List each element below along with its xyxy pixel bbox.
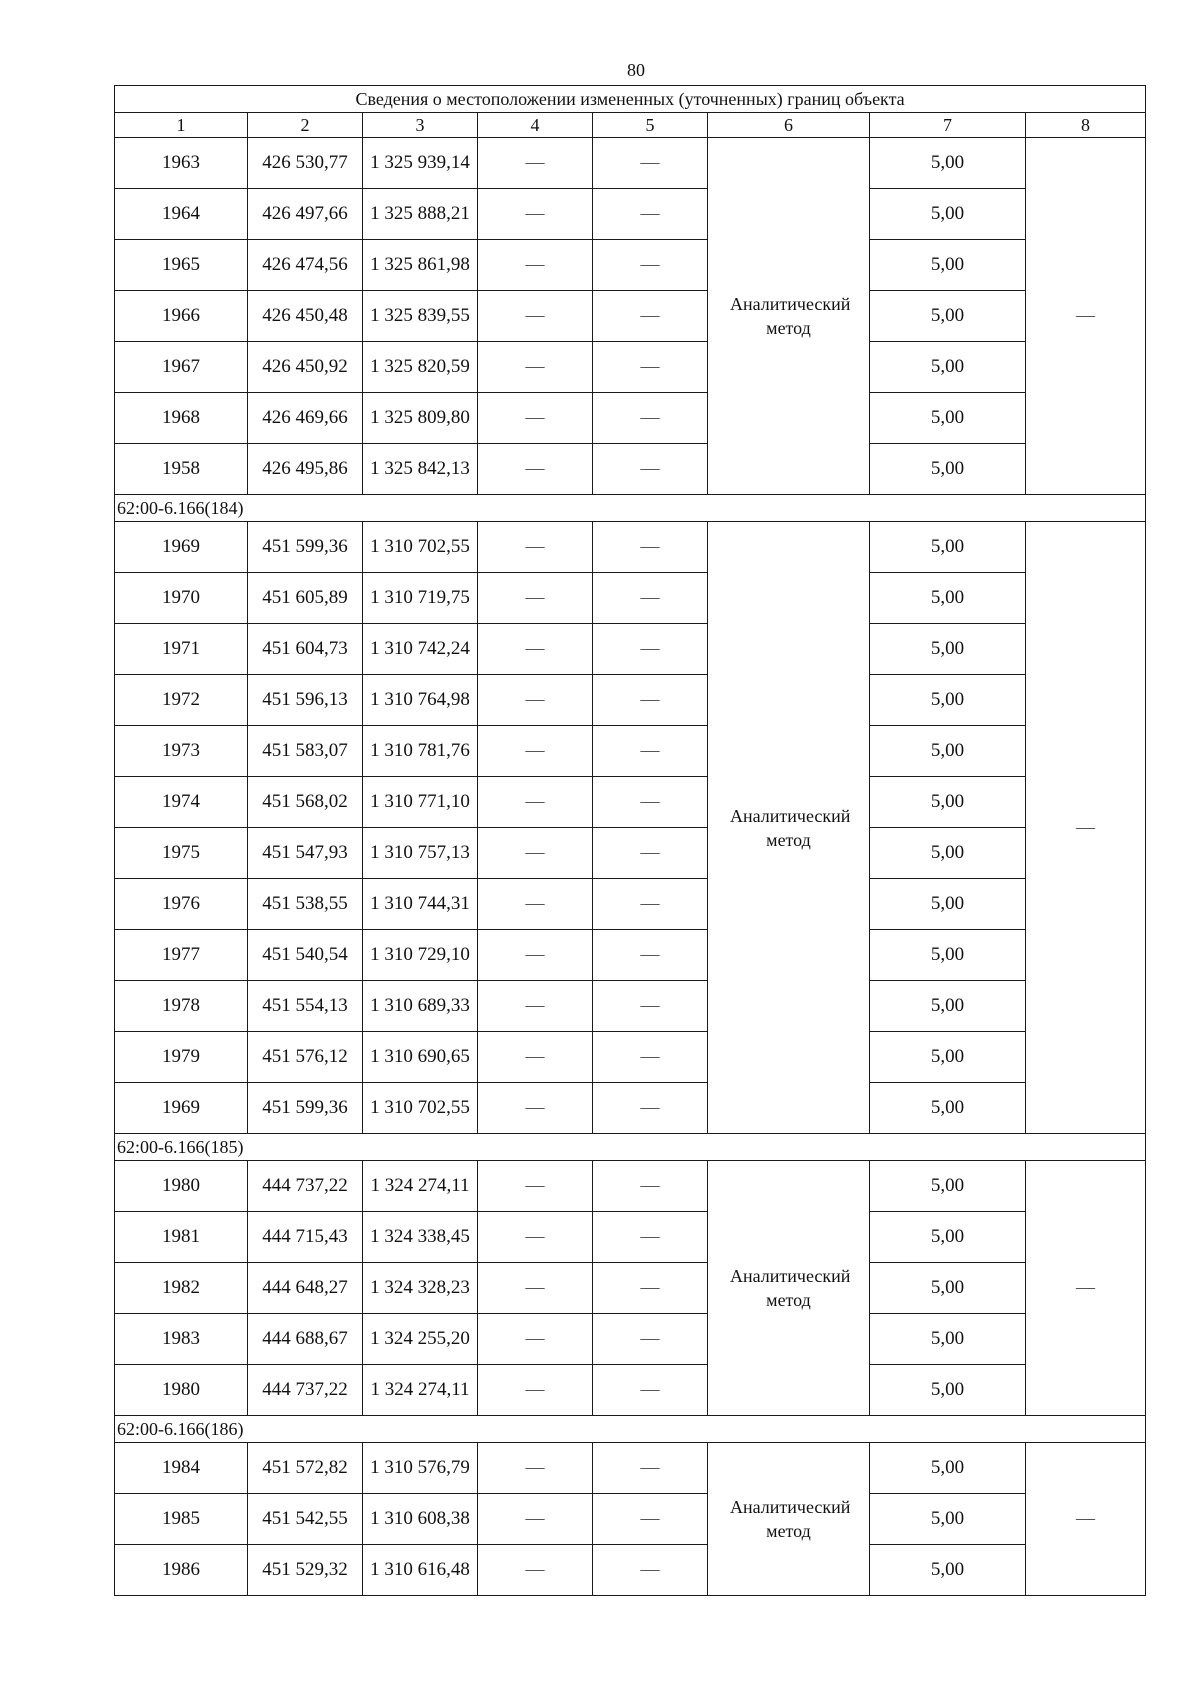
table-row xyxy=(115,393,1146,444)
table-row xyxy=(115,1212,1146,1263)
x-coordinate-cell: 451 605,89 xyxy=(248,573,363,624)
column-4-cell: — xyxy=(478,291,593,342)
column-5-cell: — xyxy=(593,1032,708,1083)
column-8-cell: — xyxy=(1026,138,1146,495)
x-coordinate-cell: 451 547,93 xyxy=(248,828,363,879)
column-5-cell: — xyxy=(593,675,708,726)
point-number-cell: 1982 xyxy=(115,1263,248,1314)
column-number-6: 6 xyxy=(708,113,870,138)
method-cell: Аналитический метод xyxy=(708,1443,870,1596)
column-5-cell: — xyxy=(593,522,708,573)
column-4-cell: — xyxy=(478,189,593,240)
accuracy-cell: 5,00 xyxy=(870,624,1026,675)
column-4-cell: — xyxy=(478,444,593,495)
y-coordinate-cell: 1 310 771,10 xyxy=(363,777,478,828)
y-coordinate-cell: 1 324 338,45 xyxy=(363,1212,478,1263)
x-coordinate-cell: 426 450,92 xyxy=(248,342,363,393)
table-row xyxy=(115,930,1146,981)
point-number-cell: 1985 xyxy=(115,1494,248,1545)
x-coordinate-cell: 426 450,48 xyxy=(248,291,363,342)
accuracy-cell: 5,00 xyxy=(870,189,1026,240)
column-4-cell: — xyxy=(478,573,593,624)
x-coordinate-cell: 451 596,13 xyxy=(248,675,363,726)
column-5-cell: — xyxy=(593,777,708,828)
accuracy-cell: 5,00 xyxy=(870,1494,1026,1545)
accuracy-cell: 5,00 xyxy=(870,1032,1026,1083)
point-number-cell: 1967 xyxy=(115,342,248,393)
point-number-cell: 1973 xyxy=(115,726,248,777)
point-number-cell: 1974 xyxy=(115,777,248,828)
column-5-cell: — xyxy=(593,930,708,981)
point-number-cell: 1958 xyxy=(115,444,248,495)
x-coordinate-cell: 444 737,22 xyxy=(248,1161,363,1212)
column-4-cell: — xyxy=(478,1494,593,1545)
x-coordinate-cell: 451 572,82 xyxy=(248,1443,363,1494)
table-row xyxy=(115,189,1146,240)
accuracy-cell: 5,00 xyxy=(870,393,1026,444)
point-number-cell: 1980 xyxy=(115,1161,248,1212)
x-coordinate-cell: 451 542,55 xyxy=(248,1494,363,1545)
table-row xyxy=(115,342,1146,393)
column-8-cell: — xyxy=(1026,1161,1146,1416)
y-coordinate-cell: 1 310 729,10 xyxy=(363,930,478,981)
column-5-cell: — xyxy=(593,240,708,291)
column-5-cell: — xyxy=(593,828,708,879)
accuracy-cell: 5,00 xyxy=(870,291,1026,342)
table-row xyxy=(115,1263,1146,1314)
x-coordinate-cell: 444 648,27 xyxy=(248,1263,363,1314)
point-number-cell: 1986 xyxy=(115,1545,248,1596)
table-row xyxy=(115,675,1146,726)
column-5-cell: — xyxy=(593,624,708,675)
table-row xyxy=(115,1443,1146,1494)
y-coordinate-cell: 1 310 764,98 xyxy=(363,675,478,726)
column-4-cell: — xyxy=(478,624,593,675)
table-row xyxy=(115,1032,1146,1083)
y-coordinate-cell: 1 310 742,24 xyxy=(363,624,478,675)
y-coordinate-cell: 1 324 274,11 xyxy=(363,1365,478,1416)
column-4-cell: — xyxy=(478,879,593,930)
point-number-cell: 1965 xyxy=(115,240,248,291)
table-row xyxy=(115,522,1146,573)
table-row xyxy=(115,981,1146,1032)
y-coordinate-cell: 1 310 757,13 xyxy=(363,828,478,879)
section-row xyxy=(115,1134,1146,1161)
column-5-cell: — xyxy=(593,291,708,342)
method-cell: Аналитический метод xyxy=(708,522,870,1134)
y-coordinate-cell: 1 310 576,79 xyxy=(363,1443,478,1494)
column-5-cell: — xyxy=(593,189,708,240)
x-coordinate-cell: 451 540,54 xyxy=(248,930,363,981)
x-coordinate-cell: 451 568,02 xyxy=(248,777,363,828)
point-number-cell: 1970 xyxy=(115,573,248,624)
column-5-cell: — xyxy=(593,879,708,930)
method-cell: Аналитический метод xyxy=(708,138,870,495)
y-coordinate-cell: 1 310 702,55 xyxy=(363,522,478,573)
column-4-cell: — xyxy=(478,1314,593,1365)
accuracy-cell: 5,00 xyxy=(870,981,1026,1032)
column-4-cell: — xyxy=(478,1083,593,1134)
section-row xyxy=(115,495,1146,522)
column-5-cell: — xyxy=(593,1083,708,1134)
point-number-cell: 1969 xyxy=(115,522,248,573)
column-5-cell: — xyxy=(593,138,708,189)
y-coordinate-cell: 1 325 809,80 xyxy=(363,393,478,444)
column-number-7: 7 xyxy=(870,113,1026,138)
x-coordinate-cell: 426 530,77 xyxy=(248,138,363,189)
x-coordinate-cell: 451 529,32 xyxy=(248,1545,363,1596)
section-label: 62:00-6.166(184) xyxy=(115,495,1146,522)
accuracy-cell: 5,00 xyxy=(870,930,1026,981)
accuracy-cell: 5,00 xyxy=(870,444,1026,495)
point-number-cell: 1966 xyxy=(115,291,248,342)
table-row xyxy=(115,1083,1146,1134)
column-5-cell: — xyxy=(593,1314,708,1365)
column-4-cell: — xyxy=(478,1212,593,1263)
accuracy-cell: 5,00 xyxy=(870,1161,1026,1212)
point-number-cell: 1971 xyxy=(115,624,248,675)
y-coordinate-cell: 1 324 274,11 xyxy=(363,1161,478,1212)
column-5-cell: — xyxy=(593,573,708,624)
column-5-cell: — xyxy=(593,1494,708,1545)
column-5-cell: — xyxy=(593,1161,708,1212)
x-coordinate-cell: 444 737,22 xyxy=(248,1365,363,1416)
accuracy-cell: 5,00 xyxy=(870,342,1026,393)
accuracy-cell: 5,00 xyxy=(870,726,1026,777)
point-number-cell: 1983 xyxy=(115,1314,248,1365)
point-number-cell: 1978 xyxy=(115,981,248,1032)
column-5-cell: — xyxy=(593,981,708,1032)
y-coordinate-cell: 1 325 842,13 xyxy=(363,444,478,495)
column-number-3: 3 xyxy=(363,113,478,138)
table-row xyxy=(115,1161,1146,1212)
y-coordinate-cell: 1 324 328,23 xyxy=(363,1263,478,1314)
column-4-cell: — xyxy=(478,1161,593,1212)
column-4-cell: — xyxy=(478,981,593,1032)
x-coordinate-cell: 451 554,13 xyxy=(248,981,363,1032)
column-5-cell: — xyxy=(593,1365,708,1416)
x-coordinate-cell: 451 583,07 xyxy=(248,726,363,777)
page-number: 80 xyxy=(627,60,645,80)
table-row xyxy=(115,1314,1146,1365)
column-4-cell: — xyxy=(478,240,593,291)
x-coordinate-cell: 451 599,36 xyxy=(248,1083,363,1134)
column-5-cell: — xyxy=(593,1263,708,1314)
point-number-cell: 1969 xyxy=(115,1083,248,1134)
table-row xyxy=(115,1365,1146,1416)
column-4-cell: — xyxy=(478,726,593,777)
y-coordinate-cell: 1 310 608,38 xyxy=(363,1494,478,1545)
accuracy-cell: 5,00 xyxy=(870,240,1026,291)
accuracy-cell: 5,00 xyxy=(870,828,1026,879)
x-coordinate-cell: 451 604,73 xyxy=(248,624,363,675)
y-coordinate-cell: 1 310 616,48 xyxy=(363,1545,478,1596)
column-4-cell: — xyxy=(478,675,593,726)
column-4-cell: — xyxy=(478,930,593,981)
table-row xyxy=(115,444,1146,495)
accuracy-cell: 5,00 xyxy=(870,1545,1026,1596)
accuracy-cell: 5,00 xyxy=(870,138,1026,189)
y-coordinate-cell: 1 310 744,31 xyxy=(363,879,478,930)
point-number-cell: 1977 xyxy=(115,930,248,981)
column-4-cell: — xyxy=(478,1545,593,1596)
column-4-cell: — xyxy=(478,828,593,879)
y-coordinate-cell: 1 325 820,59 xyxy=(363,342,478,393)
column-5-cell: — xyxy=(593,1545,708,1596)
method-cell: Аналитический метод xyxy=(708,1161,870,1416)
x-coordinate-cell: 451 538,55 xyxy=(248,879,363,930)
point-number-cell: 1984 xyxy=(115,1443,248,1494)
section-label: 62:00-6.166(186) xyxy=(115,1416,1146,1443)
column-5-cell: — xyxy=(593,1212,708,1263)
x-coordinate-cell: 444 688,67 xyxy=(248,1314,363,1365)
x-coordinate-cell: 426 495,86 xyxy=(248,444,363,495)
column-4-cell: — xyxy=(478,777,593,828)
table-title: Сведения о местоположении измененных (уточненных) границ объекта xyxy=(115,86,1146,113)
column-5-cell: — xyxy=(593,444,708,495)
column-number-2: 2 xyxy=(248,113,363,138)
coordinates-table xyxy=(114,85,1146,1596)
point-number-cell: 1963 xyxy=(115,138,248,189)
table-row xyxy=(115,1494,1146,1545)
accuracy-cell: 5,00 xyxy=(870,522,1026,573)
x-coordinate-cell: 451 576,12 xyxy=(248,1032,363,1083)
accuracy-cell: 5,00 xyxy=(870,1263,1026,1314)
point-number-cell: 1979 xyxy=(115,1032,248,1083)
column-4-cell: — xyxy=(478,1263,593,1314)
point-number-cell: 1964 xyxy=(115,189,248,240)
point-number-cell: 1975 xyxy=(115,828,248,879)
column-4-cell: — xyxy=(478,393,593,444)
point-number-cell: 1976 xyxy=(115,879,248,930)
y-coordinate-cell: 1 325 861,98 xyxy=(363,240,478,291)
column-4-cell: — xyxy=(478,1032,593,1083)
table-row xyxy=(115,573,1146,624)
column-number-8: 8 xyxy=(1026,113,1146,138)
table-row xyxy=(115,138,1146,189)
y-coordinate-cell: 1 310 781,76 xyxy=(363,726,478,777)
x-coordinate-cell: 451 599,36 xyxy=(248,522,363,573)
table-row xyxy=(115,240,1146,291)
x-coordinate-cell: 426 497,66 xyxy=(248,189,363,240)
column-4-cell: — xyxy=(478,1443,593,1494)
table-row xyxy=(115,291,1146,342)
accuracy-cell: 5,00 xyxy=(870,1443,1026,1494)
x-coordinate-cell: 426 474,56 xyxy=(248,240,363,291)
column-8-cell: — xyxy=(1026,522,1146,1134)
y-coordinate-cell: 1 310 689,33 xyxy=(363,981,478,1032)
table-row xyxy=(115,624,1146,675)
accuracy-cell: 5,00 xyxy=(870,675,1026,726)
section-label: 62:00-6.166(185) xyxy=(115,1134,1146,1161)
accuracy-cell: 5,00 xyxy=(870,879,1026,930)
accuracy-cell: 5,00 xyxy=(870,777,1026,828)
y-coordinate-cell: 1 310 690,65 xyxy=(363,1032,478,1083)
y-coordinate-cell: 1 310 719,75 xyxy=(363,573,478,624)
point-number-cell: 1968 xyxy=(115,393,248,444)
column-5-cell: — xyxy=(593,342,708,393)
accuracy-cell: 5,00 xyxy=(870,1083,1026,1134)
table-row xyxy=(115,1545,1146,1596)
column-4-cell: — xyxy=(478,342,593,393)
column-5-cell: — xyxy=(593,726,708,777)
y-coordinate-cell: 1 325 839,55 xyxy=(363,291,478,342)
accuracy-cell: 5,00 xyxy=(870,573,1026,624)
table-row xyxy=(115,726,1146,777)
x-coordinate-cell: 444 715,43 xyxy=(248,1212,363,1263)
column-number-4: 4 xyxy=(478,113,593,138)
point-number-cell: 1972 xyxy=(115,675,248,726)
column-4-cell: — xyxy=(478,522,593,573)
y-coordinate-cell: 1 325 888,21 xyxy=(363,189,478,240)
column-8-cell: — xyxy=(1026,1443,1146,1596)
column-5-cell: — xyxy=(593,393,708,444)
column-number-row xyxy=(115,113,1146,138)
accuracy-cell: 5,00 xyxy=(870,1365,1026,1416)
table-row xyxy=(115,777,1146,828)
table-row xyxy=(115,879,1146,930)
section-row xyxy=(115,1416,1146,1443)
y-coordinate-cell: 1 310 702,55 xyxy=(363,1083,478,1134)
point-number-cell: 1980 xyxy=(115,1365,248,1416)
column-5-cell: — xyxy=(593,1443,708,1494)
y-coordinate-cell: 1 324 255,20 xyxy=(363,1314,478,1365)
column-4-cell: — xyxy=(478,138,593,189)
y-coordinate-cell: 1 325 939,14 xyxy=(363,138,478,189)
column-number-5: 5 xyxy=(593,113,708,138)
accuracy-cell: 5,00 xyxy=(870,1212,1026,1263)
column-4-cell: — xyxy=(478,1365,593,1416)
x-coordinate-cell: 426 469,66 xyxy=(248,393,363,444)
table-row xyxy=(115,828,1146,879)
point-number-cell: 1981 xyxy=(115,1212,248,1263)
accuracy-cell: 5,00 xyxy=(870,1314,1026,1365)
column-number-1: 1 xyxy=(115,113,248,138)
